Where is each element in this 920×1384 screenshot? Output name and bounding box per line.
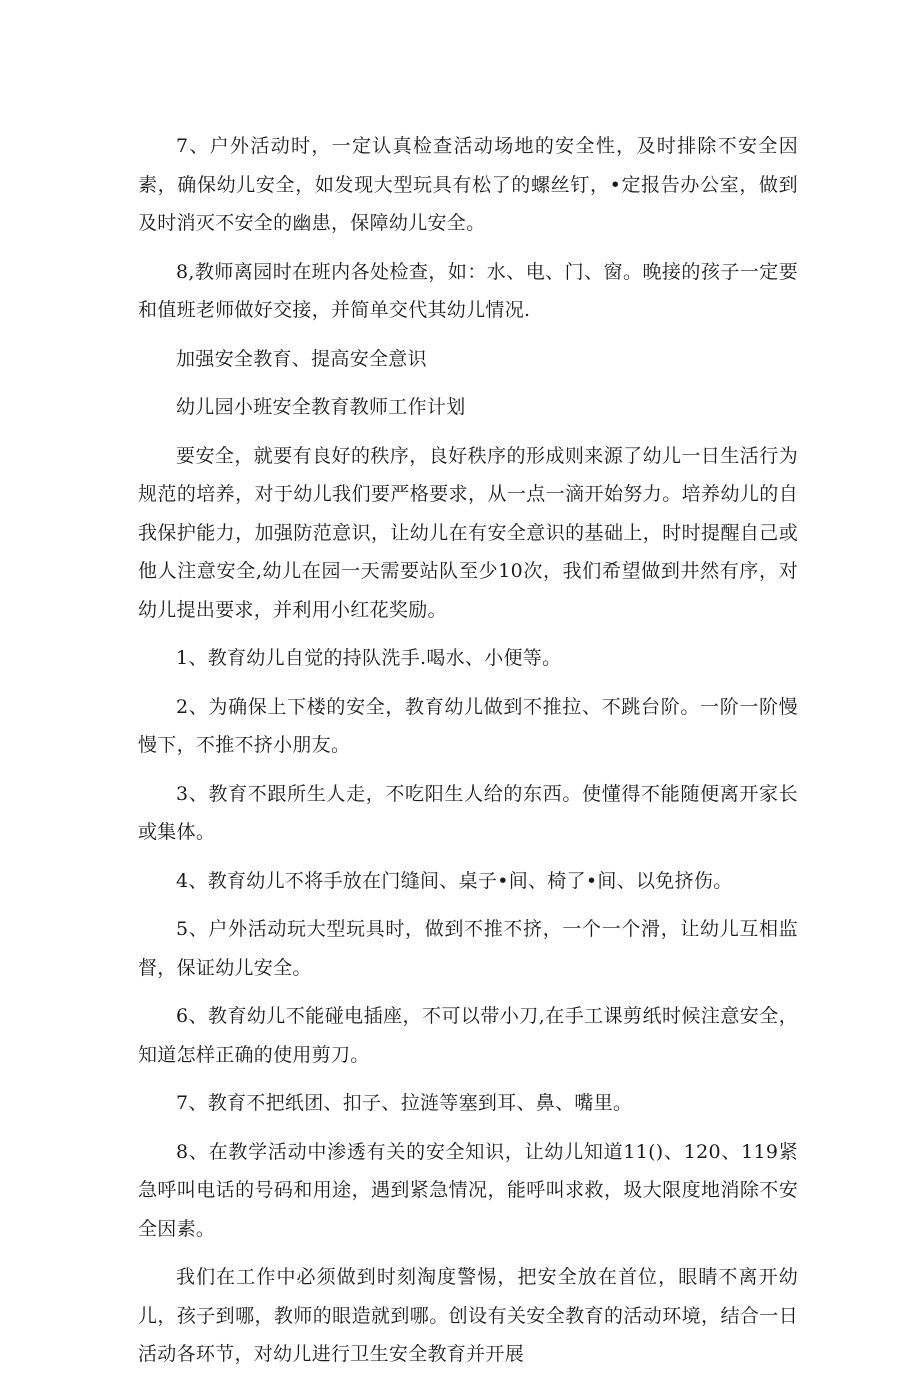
paragraph-conclusion: 我们在工作中必须做到时刻淘度警惕，把安全放在首位，眼睛不离开幼儿，孩子到哪，教师的眼造就到哪。创设有关安全教育的活动环境，结合一日活动各环节，对幼儿进行卫生安全教育并开展 [138,1266,798,1365]
section-heading-safety-awareness: 加强安全教育、提高安全意识 [176,347,427,370]
paragraph-intro-order: 要安全，就要有良好的秩序，良好秩序的形成则来源了幼儿一日生活行为规范的培养，对于幼儿我们要严格要求，从一点一滴开始努力。培养幼儿的自我保护能力，加强防范意识，让幼儿在有安全意识的基础上，时时提醒自己或他人注意安全,幼儿在园一天需要站队至少10次，我们希望做到井然有序，对幼儿提出要求，并利用小红花奖励。 [138,444,798,621]
list-item-3: 3、教育不跟所生人走，不吃阳生人给的东西。使懂得不能随便离开家长或集体。 [138,782,798,843]
list-item-4: 4、教育幼儿不将手放在门缝间、桌子•间、椅了•间、以免挤伤。 [176,869,733,892]
paragraph-outdoor-check: 7、户外活动时，一定认真检查活动场地的安全性，及时排除不安全因素，确保幼儿安全，如发现大型玩具有松了的螺丝钉，•定报告办公室，做到及时消灭不安全的幽患，保障幼儿安全。 [138,135,798,234]
paragraph-leaving-check: 8,教师离园时在班内各处检查，如：水、电、门、窗。晚接的孩子一定要和值班老师做好交接，并简单交代其幼儿情况. [138,260,798,321]
section-heading-work-plan: 幼儿园小班安全教育教师工作计划 [176,396,466,418]
list-item-1: 1、教育幼儿自觉的持队洗手.喝水、小便等。 [176,647,562,669]
list-item-7: 7、教育不把纸团、扣子、拉涟等塞到耳、鼻、嘴里。 [176,1092,633,1114]
list-item-8: 8、在教学活动中渗透有关的安全知识，让幼儿知道11()、120、119紧急呼叫电话的号码和用途，遇到紧急情况，能呼叫求救，圾大限度地消除不安全因素。 [138,1140,798,1240]
list-item-6: 6、教育幼儿不能碰电插座，不可以带小刀,在手工课剪纸时候注意安全，知道怎样正确的使用剪刀。 [138,1005,798,1066]
list-item-2: 2、为确保上下楼的安全，教育幼儿做到不推拉、不跳台阶。一阶一阶慢慢下，不推不挤小朋友。 [138,695,798,756]
list-item-5: 5、户外活动玩大型玩具时，做到不推不挤，一个一个滑，让幼儿互相监督，保证幼儿安全。 [138,918,798,979]
document-page [138,127,798,1384]
